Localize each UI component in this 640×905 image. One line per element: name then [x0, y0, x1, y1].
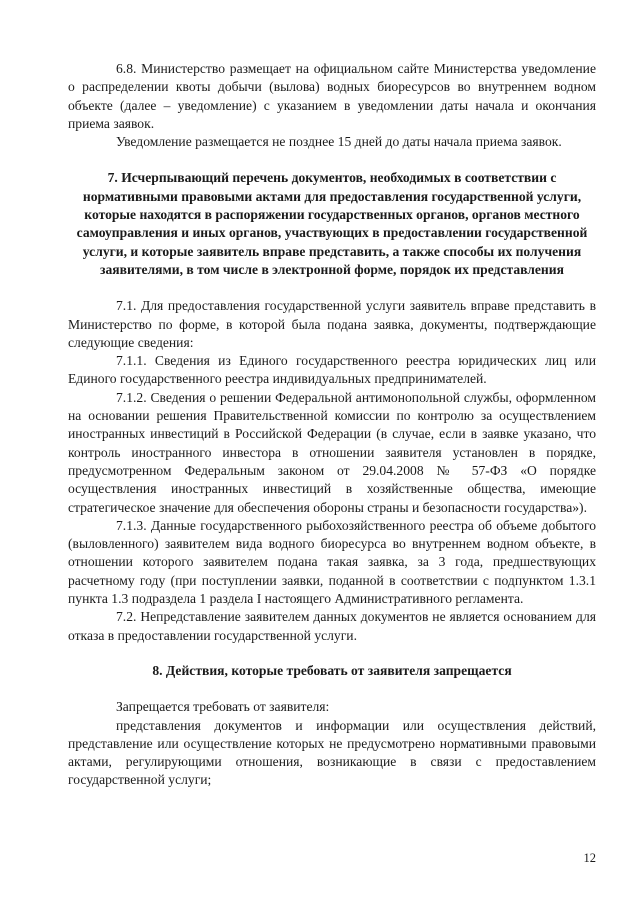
section-8-heading: 8. Действия, которые требовать от заявителя запрещается — [152, 662, 512, 678]
section-7-heading: 7. Исчерпывающий перечень документов, необходимых в соответствии с нормативными правовыми актами для предоставления государственной услуги, которые находятся в распоряжении государственных органов, органов местного самоуправления и иных органов, участвующих в предоставлении государственной услуги, и которые заявитель вправе представить, а также способы их получения заявителями, в том числе в электронной форме, порядок их представления — [76, 170, 588, 277]
paragraph-7-1: 7.1. Для предоставления государственной услуги заявитель вправе представить в Министерство по форме, в которой была подана заявка, документы, подтверждающие следующие сведения: — [68, 298, 596, 350]
paragraph-7-1-2: 7.1.2. Сведения о решении Федеральной антимонопольной службы, оформленном на основании решения Правительственной комиссии по контролю за осуществлением иностранных инвестиций в Российской Федерации (в случае, если в заявке указано, что контроль иностранного инвестора в отношении заявителя установлен в порядке, предусмотренном Федеральным законом от 29.04.2008 № 57-ФЗ «О порядке осуществления иностранных инвестиций в хозяйственные общества, имеющие стратегическое значение для обеспечения обороны страны и безопасности государства»). — [68, 389, 596, 515]
spacer — [68, 151, 596, 169]
spacer — [68, 645, 596, 662]
paragraph-8-intro: Запрещается требовать от заявителя: — [116, 699, 330, 715]
page-number: 12 — [583, 851, 596, 865]
document-page — [68, 60, 596, 790]
spacer — [68, 279, 596, 297]
paragraph-6-8: 6.8. Министерство размещает на официальном сайте Министерства уведомление о распределении квоты добычи (вылова) водных биоресурсов во внутреннем водном объекте (далее – уведомление) с указанием в уведомлении даты начала и окончания приема заявок. — [68, 61, 596, 131]
paragraph-7-1-3: 7.1.3. Данные государственного рыбохозяйственного реестра об объеме добытого (выловленного) заявителем вида водного биоресурса во внутреннем водном объекте, в отношении которого заявителем подана такая заявка, за 3 года, предшествующих расчетному году (при поступлении заявки, поданной в соответствии с подпунктом 1.3.1 пункта 1.3 подраздела 1 раздела I настоящего Административного регламента. — [68, 517, 596, 607]
paragraph-notice-deadline: Уведомление размещается не позднее 15 дней до даты начала приема заявок. — [116, 134, 562, 150]
paragraph-7-1-1: 7.1.1. Сведения из Единого государственного реестра юридических лиц или Единого государственного реестра индивидуальных предпринимателей. — [68, 353, 596, 387]
paragraph-8-item: представления документов и информации или осуществления действий, представление или осуществление которых не предусмотрено нормативными правовыми актами, регулирующими отношения, возникающие в связи с предоставлением государственной услуги; — [68, 717, 596, 788]
paragraph-7-2: 7.2. Непредставление заявителем данных документов не является основанием для отказа в предоставлении государственной услуги. — [68, 609, 596, 643]
spacer — [68, 680, 596, 698]
